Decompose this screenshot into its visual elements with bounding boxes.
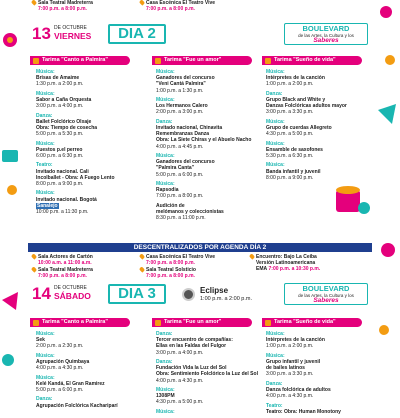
event-kind: Música: — [36, 140, 55, 147]
stage-bar-sueno — [262, 56, 362, 65]
day2-column-sueno — [266, 69, 374, 184]
eclipse-icon — [182, 288, 195, 301]
event-block — [266, 119, 374, 138]
location-pin-icon — [139, 253, 145, 259]
descentralizados-bar: DESCENTRALIZADOS POR AGENDA DÍA 2 — [28, 243, 372, 252]
event-name: Teatro: Obra: Human Monotony — [266, 408, 341, 415]
event-name: Intérpretes de la canción — [266, 337, 325, 344]
event-block — [36, 375, 144, 394]
day3-column-amor — [156, 331, 264, 418]
event-block — [156, 97, 264, 116]
day-weekday: VIERNES — [54, 31, 92, 41]
stage-icon — [33, 320, 39, 326]
event-time: 3:00 p.m. a 4:00 p.m. — [36, 103, 84, 110]
day2-column-amor — [156, 69, 264, 225]
stage-label: Tarima "Sueño de vida" — [274, 57, 336, 63]
event-block — [36, 396, 144, 408]
location-pin-icon — [139, 0, 145, 6]
event-block — [266, 69, 374, 88]
stage-label: Tarima "Canto a Palmira" — [42, 319, 108, 325]
event-time: 3:00 p.m. a 3:30 p.m. — [266, 371, 314, 378]
event-kind: Música: — [266, 331, 285, 337]
event-time: 6:00 p.m. a 6:30 p.m. — [36, 153, 84, 159]
event-time: 1:00 p.m. a 1:30 p.m. — [156, 87, 204, 94]
event-time: 2:00 p.m. a 2:30 p.m. — [36, 343, 84, 350]
day3-column-canto — [36, 331, 144, 412]
eclipse-event — [182, 286, 272, 306]
event-kind: Música: — [156, 387, 175, 393]
event-block — [156, 119, 264, 150]
event-name: Invitado nacional. Bogotá — [36, 196, 97, 203]
event-detail: Remembranzas Danza — [156, 131, 210, 138]
eclipse-title: Eclipse — [200, 286, 229, 295]
top-venues — [30, 0, 370, 20]
stage-icon — [265, 320, 271, 326]
event-detail: melómanos y coleccionistas — [156, 209, 224, 215]
event-name: Los Hermanos Calero — [156, 103, 208, 110]
venue-item — [146, 267, 196, 279]
event-time: 4:00 p.m. a 4:30 p.m. — [266, 393, 314, 400]
stage-label: Tarima "Sueño de vida" — [274, 319, 336, 325]
event-name: Invitado nacional. Cali — [36, 168, 89, 175]
location-pin-icon — [31, 0, 37, 6]
event-kind: Música: — [266, 162, 285, 169]
event-kind: Música: — [156, 181, 175, 187]
event-name: Ensamble de saxofones — [266, 146, 323, 153]
event-name: Grupo infantil y juvenil — [266, 359, 321, 365]
event-time: 1:30 p.m. a 2:00 p.m. — [36, 81, 84, 88]
boulevard-title: BOULEVARD — [302, 24, 350, 33]
event-name: Invitado nacional, Chinavita — [156, 125, 223, 131]
event-name: Kelé Kandá, El Gran Ramirez — [36, 380, 105, 387]
boulevard-sub-text: de las Artes, la Cultura y los — [298, 33, 354, 38]
event-time: 4:30 p.m. a 5:00 p.m. — [266, 131, 314, 138]
venue-name: Casa Escénica El Teatro Vive — [146, 254, 216, 260]
day3-header — [30, 284, 370, 310]
event-time: 8:00 p.m. a 9:00 p.m. — [266, 174, 314, 181]
day-month: DE OCTUBRE — [54, 25, 87, 31]
venue-time: 7:00 p.m. a 8:00 p.m. — [38, 273, 87, 279]
event-detail: Obra: Tiempo de cosecha — [36, 125, 98, 131]
stage-bar-amor — [152, 318, 252, 327]
event-block — [156, 69, 264, 94]
stage-label: Tarima "Canto a Palmira" — [42, 57, 108, 63]
event-time: 4:00 p.m. a 4:30 p.m. — [36, 365, 84, 372]
stage-bar-sueno — [262, 318, 362, 327]
event-detail: Danzas Folclóricas adultos mayor — [266, 103, 347, 110]
event-block — [36, 141, 144, 160]
event-kind: Música: — [266, 118, 285, 125]
descentralizados-venues — [30, 254, 370, 280]
event-time: 7:00 p.m. a 8:00 p.m. — [156, 193, 204, 200]
event-time: 5:30 p.m. a 6:30 p.m. — [266, 153, 314, 159]
right-decoration-graphic — [372, 0, 400, 400]
event-kind: Música: — [156, 69, 175, 75]
venue-time: 7:00 p.m. a 10:30 p.m. — [268, 266, 321, 272]
boulevard-title: BOULEVARD — [302, 284, 350, 293]
day2-header — [30, 24, 370, 50]
stage-label: Tarima "Fue un amor" — [164, 319, 222, 325]
event-highlight: Sanalejo — [37, 202, 58, 209]
venue-time: 7:00 p.m. a 8:00 p.m. — [146, 273, 195, 279]
event-kind: Música: — [36, 331, 55, 337]
event-kind: Danza: — [156, 359, 173, 365]
event-block — [36, 190, 144, 215]
dia-label: DIA 2 — [108, 24, 166, 44]
event-kind: Música: — [156, 153, 175, 159]
event-time: 10:00 p.m. a 11:30 p.m. — [36, 209, 89, 215]
event-name: Grupo Black and White y — [266, 97, 326, 103]
event-name: Audición de — [156, 202, 185, 209]
event-kind: Música: — [36, 190, 55, 197]
left-decoration-graphic — [0, 0, 26, 400]
boulevard-sub-text: de las Artes, la Cultura y los — [298, 293, 354, 298]
stage-bar-canto — [30, 56, 130, 65]
event-detail: Incolballet - Obra: A Fuego Lento — [36, 174, 115, 181]
boulevard-logo — [284, 283, 368, 305]
event-kind: Música: — [36, 352, 55, 359]
day3-column-sueno — [266, 331, 374, 418]
event-time: 3:00 p.m. a 4:00 p.m. — [156, 349, 204, 356]
event-kind: Música: — [266, 140, 285, 147]
event-block — [36, 91, 144, 110]
event-name: Intérpretes de la canción — [266, 75, 325, 82]
right-decoration — [372, 0, 400, 400]
drum-icon — [332, 180, 372, 220]
event-block — [36, 162, 144, 187]
boulevard-subtitle — [285, 293, 367, 303]
event-name: Agrupación Quimbaya — [36, 359, 90, 365]
venue-name: Sala Teatral Madreterra — [38, 0, 93, 6]
event-time: 4:00 p.m. a 4:30 p.m. — [156, 377, 204, 384]
event-block — [36, 353, 144, 372]
event-name: Danza folclórica de adultos — [266, 387, 331, 393]
day-month: DE OCTUBRE — [54, 285, 87, 291]
stage-icon — [155, 58, 161, 64]
stage-icon — [33, 58, 39, 64]
event-name: Ganadores del concurso — [156, 159, 215, 166]
event-block — [156, 203, 264, 222]
event-name: Brisas de Amaime — [36, 75, 80, 82]
event-block — [266, 353, 374, 378]
event-name: Agrupación Folclórica Kachariparí — [36, 402, 118, 409]
venue-time: 7:00 p.m. a 8:00 p.m. — [146, 6, 195, 12]
event-block — [156, 181, 264, 200]
event-block — [266, 141, 374, 160]
event-detail: Obra: La Siete Chiras y el Abuelo Nacho — [156, 137, 252, 144]
day-number: 14 — [32, 284, 51, 303]
location-pin-icon — [249, 253, 255, 259]
event-time: 8:00 p.m. a 9:00 p.m. — [36, 181, 84, 187]
venue-name: Sala Teatral Madreterra — [38, 267, 93, 273]
venue-item — [146, 0, 215, 12]
dia-label: DIA 3 — [108, 284, 166, 304]
day-weekday: SÁBADO — [54, 291, 91, 301]
event-block — [156, 387, 264, 406]
stage-icon — [265, 58, 271, 64]
event-name: Banda infantil y juvenil — [266, 168, 321, 175]
event-block — [156, 409, 264, 415]
event-kind: Música: — [36, 374, 55, 381]
event-block — [266, 331, 374, 350]
event-name: Sek — [36, 337, 45, 344]
event-time: 2:00 p.m. a 3:00 p.m. — [156, 109, 204, 116]
drum-illustration — [332, 180, 372, 220]
location-pin-icon — [31, 253, 37, 259]
location-pin-icon — [139, 266, 145, 272]
event-kind: Teatro: — [266, 402, 283, 409]
boulevard-logo — [284, 23, 368, 45]
event-kind: Teatro: — [36, 162, 53, 169]
location-pin-icon — [31, 266, 37, 272]
venue-detail: Versión Latinoamericana — [256, 260, 316, 266]
event-name: Grupo de cuerdas Allegreto — [266, 125, 332, 131]
event-time: 5:00 p.m. a 5:30 p.m. — [36, 131, 84, 138]
event-block — [266, 162, 374, 181]
boulevard-saberes: Saberes — [313, 37, 339, 44]
stage-icon — [155, 320, 161, 326]
event-kind: Danza: — [266, 90, 283, 97]
venue-item — [38, 267, 93, 279]
event-kind: Música: — [266, 69, 285, 75]
event-name: Rapsodia — [156, 187, 179, 194]
event-block — [36, 113, 144, 138]
event-name: Fundación Vida la Luz del Sol — [156, 365, 227, 372]
event-time: 8:30 p.m. a 11:00 p.m. — [156, 215, 206, 222]
event-block — [156, 359, 264, 384]
event-name: Puestos p.el perreo — [36, 146, 83, 153]
event-kind: Música: — [36, 69, 55, 75]
venue-name: Sala Actores de Cartón — [38, 254, 93, 260]
venue-name: Encuentro: Bajo La Ceiba — [256, 254, 317, 260]
stage-label: Tarima "Fue un amor" — [164, 57, 222, 63]
event-kind: Danza: — [36, 112, 53, 119]
venue-time: 10:00 a.m. a 11:00 a.m. — [38, 260, 92, 266]
venue-time: 7:00 p.m. a 8:00 p.m. — [146, 260, 195, 266]
event-kind: Danza: — [156, 331, 173, 337]
boulevard-saberes: Saberes — [313, 297, 339, 304]
event-name: Sabor a Caña Orquesta — [36, 97, 92, 103]
venue-name: Casa Escénica El Teatro Vive — [146, 0, 216, 6]
event-time: 3:00 p.m. a 3:30 p.m. — [266, 109, 314, 116]
event-block — [36, 331, 144, 350]
event-kind: Danza: — [36, 396, 53, 403]
event-detail: de bailes latinos — [266, 365, 305, 372]
event-detail: "Veni Cantá Palmira" — [156, 81, 206, 88]
venue-name: Sala Teatral Solsticio — [146, 267, 196, 273]
event-detail: Obra: Sentimiento Folclórico la Luz del Sol — [156, 371, 258, 378]
event-detail: Ellas en las Faldas del Fulgor — [156, 343, 227, 350]
event-kind: Música: — [266, 352, 285, 359]
venue-item — [256, 254, 320, 272]
eclipse-time: 1:00 p.m. a 2:00 p.m. — [200, 296, 252, 302]
event-block — [266, 381, 374, 400]
event-block — [266, 403, 374, 415]
event-kind: Música: — [36, 90, 55, 97]
event-time: 5:00 p.m. a 6:00 p.m. — [36, 387, 84, 393]
venue-item — [38, 254, 93, 266]
event-name: Ganadores del concurso — [156, 75, 215, 82]
event-kind: Danza: — [266, 380, 283, 387]
event-name: Ballet Folclórico Olxaje — [36, 118, 92, 125]
stage-bar-canto — [30, 318, 130, 327]
event-block — [36, 69, 144, 88]
event-block — [156, 153, 264, 178]
event-block — [266, 91, 374, 116]
event-time: 1:00 p.m. a 2:00 p.m. — [266, 343, 314, 350]
event-time: 5:00 p.m. a 6:00 p.m. — [156, 171, 204, 178]
stage-bar-amor — [152, 56, 252, 65]
event-kind: Danza: — [156, 118, 173, 125]
venue-time: 7:00 p.m. a 8:00 p.m. — [38, 6, 87, 12]
day2-column-canto — [36, 69, 144, 218]
day-number: 13 — [32, 24, 51, 43]
event-time: 1:00 p.m. a 2:00 p.m. — [266, 81, 314, 88]
event-kind: Música: — [156, 408, 175, 415]
venue-item — [146, 254, 215, 266]
event-kind: Música: — [156, 97, 175, 103]
venue-detail: EMA — [256, 266, 268, 272]
left-decoration — [0, 0, 26, 400]
event-time: 4:00 p.m. a 4:45 p.m. — [156, 143, 204, 150]
venue-item — [38, 0, 93, 12]
event-time: 4:30 p.m. a 5:00 p.m. — [156, 399, 204, 406]
event-block — [156, 331, 264, 356]
event-name: 1308PM — [156, 393, 175, 400]
boulevard-subtitle — [285, 33, 367, 43]
event-name: Tercer encuentro de compañías: — [156, 337, 233, 344]
event-detail: "Palmira Canta" — [156, 165, 195, 172]
